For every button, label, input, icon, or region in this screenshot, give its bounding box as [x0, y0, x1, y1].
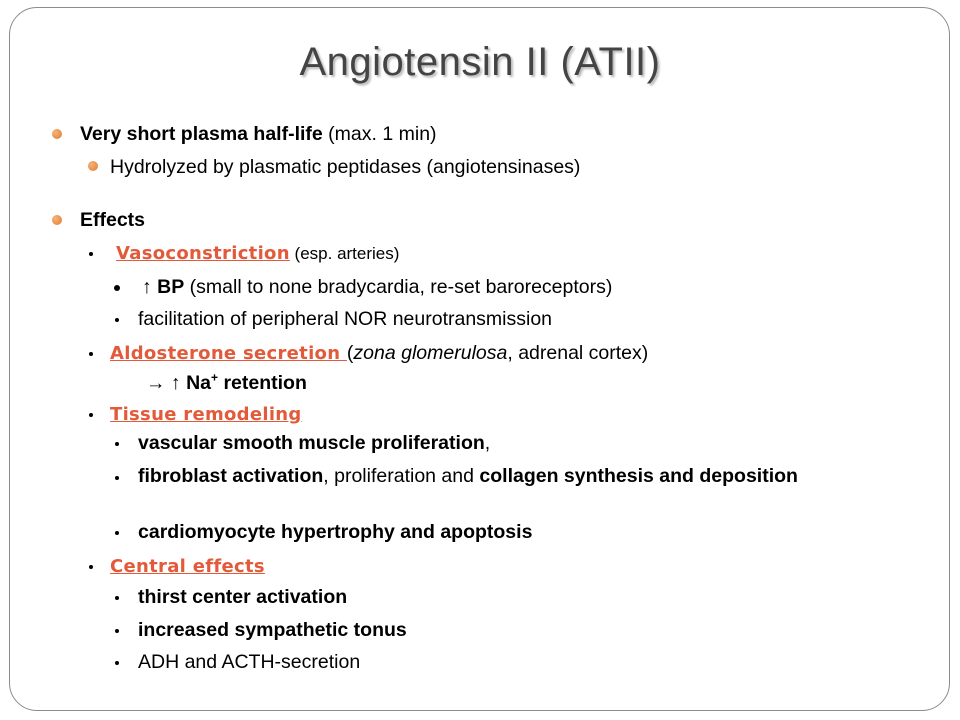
- vasoconstriction-link[interactable]: Vasoconstriction: [116, 243, 290, 264]
- fibroblast-mid: , proliferation and: [323, 465, 480, 487]
- vasoconstriction-rest: (esp. arteries): [289, 244, 400, 263]
- bullet-icon: [89, 565, 93, 569]
- bullet-aldosterone: [110, 341, 648, 366]
- bullet-effects: Effects: [80, 209, 146, 231]
- aldosterone-rest: , adrenal cortex): [507, 342, 649, 364]
- bullet-icon: [89, 352, 93, 356]
- fibroblast-bold: fibroblast activation: [138, 465, 324, 487]
- half-life-bold: Very short plasma half-life: [80, 123, 323, 145]
- na-sup: +: [211, 370, 219, 385]
- bullet-vasoconstriction: [116, 241, 399, 266]
- aldosterone-link[interactable]: Aldosterone secretion: [110, 343, 347, 364]
- bullet-icon: [115, 531, 119, 535]
- bullet-nor: facilitation of peripheral NOR neurotransmission: [138, 308, 553, 330]
- bullet-icon: [89, 252, 93, 256]
- na-rest: retention: [218, 372, 307, 394]
- aldosterone-paren: (: [346, 342, 354, 364]
- bullet-icon: [115, 661, 119, 665]
- bullet-central-effects: [110, 554, 265, 579]
- bullet-adh-acth: ADH and ACTH-secretion: [138, 651, 361, 673]
- bullet-cardiomyocyte: cardiomyocyte hypertrophy and apoptosis: [138, 521, 533, 543]
- aldosterone-italic: zona glomerulosa: [353, 342, 508, 364]
- bullet-fibroblast: [138, 465, 858, 487]
- bullet-sympathetic: increased sympathetic tonus: [138, 619, 407, 641]
- bp-bold: ↑ BP: [142, 276, 185, 298]
- bullet-icon: [115, 442, 119, 446]
- bullet-icon: [115, 318, 119, 322]
- bullet-hydrolyzed: Hydrolyzed by plasmatic peptidases (angiotensinases): [110, 156, 581, 178]
- bullet-bp: [142, 275, 612, 299]
- bullet-thirst: thirst center activation: [138, 586, 348, 608]
- bullet-na-retention: [146, 371, 307, 395]
- bullet-vsmc: [138, 431, 490, 455]
- bullet-icon: [115, 596, 119, 600]
- bullet-icon: [115, 629, 119, 633]
- collagen-bold: collagen synthesis and deposition: [479, 465, 798, 487]
- vsmc-bold: vascular smooth muscle proliferation: [138, 432, 485, 454]
- bullet-icon: [88, 161, 98, 171]
- bullet-half-life: [80, 122, 437, 146]
- bp-rest: (small to none bradycardia, re-set baroreceptors): [184, 276, 613, 298]
- tissue-remodeling-link[interactable]: Tissue remodeling: [110, 404, 302, 425]
- bullet-icon: [114, 285, 120, 291]
- na-text: → ↑ Na: [146, 372, 212, 394]
- vsmc-rest: ,: [484, 432, 491, 454]
- slide-title: Angiotensin II (ATII): [299, 40, 661, 84]
- bullet-tissue-remodeling: [110, 402, 302, 427]
- central-effects-link[interactable]: Central effects: [110, 556, 265, 577]
- half-life-rest: (max. 1 min): [322, 123, 437, 145]
- bullet-icon: [52, 215, 62, 225]
- bullet-icon: [115, 476, 119, 480]
- bullet-icon: [89, 413, 93, 417]
- bullet-icon: [52, 129, 62, 139]
